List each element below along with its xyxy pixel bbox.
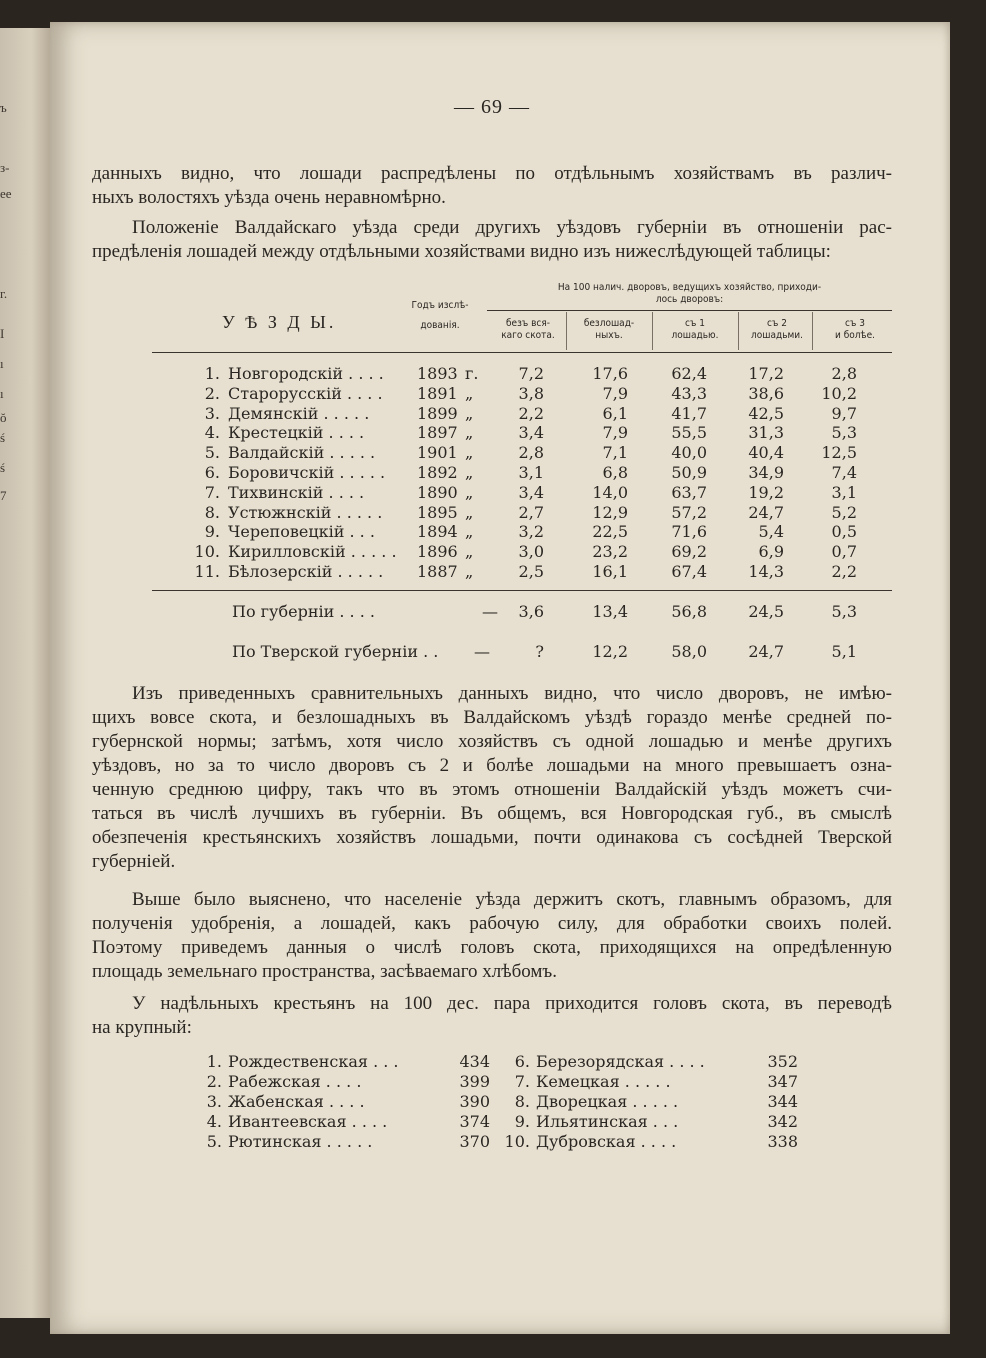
row-value: 17,6 [592,364,628,383]
list-item [508,1112,798,1132]
list-name: Дворецкая . . . . . [536,1092,679,1111]
group-underline [487,310,892,311]
list-number: 10. [504,1132,530,1151]
list-value: 338 [767,1132,798,1151]
subcol-header-line: съ 3 [845,318,865,329]
paragraph-line: данныхъ видно, что лошади распредѣлены по отдѣльнымъ хозяйствамъ въ различ- [92,163,892,184]
total-value: 12,2 [592,642,628,661]
list-item [508,1052,798,1072]
row-name: Бѣлозерскiй . . . . . [228,562,384,581]
row-year: 1890 [417,482,458,502]
paragraph-3 [92,682,892,874]
paragraph-line: ныхъ волостяхъ уѣзда очень неравномѣрно. [92,187,446,208]
total-value: 24,5 [748,602,784,621]
row-year-suffix: г. [465,364,479,383]
row-name: Демянскiй . . . . . [228,403,370,423]
table-row [152,443,892,463]
row-value: 23,2 [592,542,628,562]
list-value: 347 [767,1072,798,1091]
row-year-suffix: „ [465,482,474,502]
row-value: 2,2 [831,562,857,581]
paragraph-1 [92,162,892,210]
subcol-header-line: ныхъ. [595,330,623,341]
row-year: 1899 [417,403,458,423]
subcol-header-line: лошадьми. [750,330,803,341]
col-header-uezdy: У Ѣ З Д Ы. [222,312,337,332]
list-number: 2. [206,1072,222,1091]
subcol-header-line: безъ вся- [506,318,550,329]
list-right [504,1052,798,1152]
row-number: 9. [204,522,220,542]
row-value: 0,5 [831,522,857,542]
row-value: 2,8 [518,443,544,463]
list-value: 352 [767,1052,798,1071]
row-name: Череповецкiй . . . [228,522,375,542]
row-value: 57,2 [671,502,707,522]
row-value: 31,3 [748,423,784,443]
list-number: 9. [514,1112,530,1131]
paragraph-4 [92,888,892,984]
row-number: 11. [194,562,220,581]
subcol-header-line: лошадью. [671,330,719,341]
row-year-suffix: „ [465,522,474,542]
total-name: По Тверской губернiи . . [232,642,439,661]
row-year: 1895 [417,502,458,522]
row-value: 7,1 [602,443,628,463]
list-item [200,1092,490,1112]
paragraph-line: обезпеченiя крестьянскихъ хозяйствъ лошадьми, почти одинакова съ сосѣдней Тверской [92,827,892,848]
list-number: 6. [514,1052,530,1071]
table-row [152,542,892,562]
row-year: 1896 [417,542,458,562]
row-value: 9,7 [831,403,857,423]
row-value: 42,5 [748,403,784,423]
table-row [152,483,892,503]
paragraph-line: губернiей. [92,851,176,872]
subcol-header [492,318,564,342]
left-page-fragment: ś [0,460,6,475]
row-number: 8. [204,502,220,522]
paragraph-line: Поэтому приведемъ данныя о числѣ головъ скота, приходящихся на опредѣленную [92,937,892,958]
row-value: 3,0 [518,542,544,562]
total-year: — [482,602,498,621]
total-name: По губернiи . . . . [232,602,375,621]
row-value: 3,4 [518,482,544,502]
list-value: 344 [767,1092,798,1111]
paragraph-line: уѣздовъ, но за то число дворовъ съ 2 и болѣе лошадьми на много превышаетъ озна- [92,755,892,776]
row-name: Устюжнскiй . . . . . [228,502,383,522]
total-value: 5,1 [831,642,857,661]
row-value: 14,0 [592,482,628,502]
row-value: 6,1 [602,403,628,423]
group-header-line2: лось дворовъ: [655,294,724,305]
left-page-fragment: ś [0,430,6,445]
total-value: 58,0 [671,642,707,661]
table-row [152,522,892,542]
list-value: 342 [767,1112,798,1131]
row-value: 2,8 [831,364,857,383]
row-value: 62,4 [671,364,707,383]
row-value: 69,2 [671,542,707,562]
list-number: 8. [514,1092,530,1111]
row-value: 6,9 [758,542,784,562]
row-value: 3,8 [518,383,544,403]
subcol-header-line: съ 2 [767,318,787,329]
row-year: 1894 [417,522,458,542]
page-number: — 69 — [454,96,530,118]
list-number: 4. [206,1112,222,1131]
col-header-year-line1: Годъ изслѣ- [411,300,469,311]
row-year-suffix: „ [465,562,474,581]
list-name: Рютинская . . . . . [228,1132,373,1151]
row-value: 5,4 [758,522,784,542]
list-name: Ильятинская . . . [536,1112,679,1131]
total-value: 24,7 [748,642,784,661]
row-value: 7,9 [602,383,628,403]
row-value: 0,7 [831,542,857,562]
subcol-header [818,318,892,342]
list-item [200,1112,490,1132]
table-row [152,463,892,483]
row-value: 2,2 [518,403,544,423]
row-value: 17,2 [748,364,784,383]
list-name: Ивантеевская . . . . [228,1112,388,1131]
row-value: 63,7 [671,482,707,502]
row-year: 1897 [417,423,458,443]
paragraph-line: Положенiе Валдайскаго уѣзда среди другихъ уѣздовъ губернiи въ отношенiи рас- [132,217,892,238]
row-number: 3. [204,403,220,423]
row-number: 2. [204,383,220,403]
left-page-fragment: з- [0,160,10,175]
row-value: 50,9 [671,463,707,482]
row-name: Старорусскiй . . . . [228,383,383,403]
paragraph-line: Выше было выяснено, что населенiе уѣзда держитъ скотъ, главнымъ образомъ, для [132,889,892,910]
paragraph-line: щихъ вовсе скота, и безлошадныхъ въ Валдайскомъ уѣздѣ гораздо менѣе средней по- [92,707,892,728]
list-item [200,1072,490,1092]
col-header-year-line2: дованiя. [420,320,460,331]
total-value: 13,4 [592,602,628,621]
row-year: 1887 [417,562,458,581]
row-number: 1. [204,364,220,383]
paragraph-5 [92,992,892,1040]
row-value: 7,9 [602,423,628,443]
row-year: 1901 [417,443,458,463]
row-name: Тихвинскiй . . . . [228,482,365,502]
row-value: 40,0 [671,443,707,463]
row-value: 3,4 [518,423,544,443]
col-separator [652,312,653,350]
paragraph-line: губернской нормы; затѣмъ, хотя число хозяйствъ съ одной лошадью и менѣе другихъ [92,731,892,752]
row-value: 2,7 [518,502,544,522]
header-rule [152,352,892,353]
row-value: 71,6 [671,522,707,542]
group-header [487,282,892,306]
left-page-fragment: I [0,326,5,341]
list-value: 399 [459,1072,490,1091]
subcol-header-line: каго скота. [501,330,555,341]
row-value: 10,2 [821,383,857,403]
paragraph-2 [92,216,892,264]
row-value: 43,3 [671,383,707,403]
row-value: 24,7 [748,502,784,522]
list-left [200,1052,490,1152]
table-row [152,562,892,582]
list-name: Рабежская . . . . [228,1072,362,1091]
row-value: 5,2 [831,502,857,522]
col-separator [566,312,567,350]
subcol-header [570,318,648,342]
left-page-fragment: ъ [0,100,7,115]
col-separator [812,312,813,350]
list-item [200,1132,490,1152]
list-value: 374 [459,1112,490,1131]
row-name: Кирилловскiй . . . . . [228,542,397,562]
left-page-fragment: г. [0,286,8,301]
list-number: 3. [206,1092,222,1111]
list-name: Рождественская . . . [228,1052,399,1071]
paragraph-line: Изъ приведенныхъ сравнительныхъ данныхъ видно, что число дворовъ, не имѣю- [132,683,892,704]
list-item [508,1072,798,1092]
left-page-fragment: ее [0,186,12,201]
total-value: 5,3 [831,602,857,621]
paragraph-line: У надѣльныхъ крестьянъ на 100 дес. пара приходится головъ скота, въ переводѣ [132,993,892,1014]
row-year: 1892 [417,463,458,482]
total-rule [152,590,892,591]
table-row [152,423,892,443]
row-value: 2,5 [518,562,544,581]
row-year-suffix: „ [465,403,474,423]
table-row [152,384,892,404]
paragraph-line: площадь земельнаго пространства, засѣваемаго хлѣбомъ. [92,961,557,982]
row-value: 40,4 [748,443,784,463]
table-row [152,404,892,424]
row-value: 19,2 [748,482,784,502]
row-number: 4. [204,423,220,443]
row-value: 41,7 [671,403,707,423]
row-year-suffix: „ [465,542,474,562]
row-name: Новгородскiй . . . . [228,364,384,383]
total-value: 3,6 [518,602,544,621]
subcol-header [656,318,734,342]
row-value: 3,2 [518,522,544,542]
subcol-header-line: безлошад- [583,318,635,329]
subcol-header-line: съ 1 [685,318,705,329]
list-name: Жабенская . . . . [228,1092,365,1111]
row-value: 7,4 [831,463,857,482]
total-value: ? [535,642,544,661]
row-name: Крестецкiй . . . . [228,423,365,443]
row-value: 14,3 [748,562,784,581]
row-name: Боровичскiй . . . . . [228,463,386,482]
row-value: 55,5 [671,423,707,443]
row-number: 6. [204,463,220,482]
row-year-suffix: „ [465,502,474,522]
row-value: 67,4 [671,562,707,581]
subcol-header [742,318,812,342]
list-item [504,1132,798,1152]
row-name: Валдайскiй . . . . . [228,443,376,463]
row-number: 7. [204,482,220,502]
book-page [50,22,950,1334]
list-item [508,1092,798,1112]
list-value: 390 [459,1092,490,1111]
row-number: 5. [204,443,220,463]
list-item [200,1052,490,1072]
paragraph-line: таться въ числѣ лучшихъ въ губернiи. Въ общемъ, вся Новгородская губ., въ смыслѣ [92,803,892,824]
paragraph-line: на крупный: [92,1017,192,1038]
left-page-fragment: ı [0,356,4,371]
row-year: 1893 [417,364,458,383]
paragraph-line: полученiя удобренiя, а лошадей, какъ рабочую силу, для обработки своихъ полей. [92,913,892,934]
table-total-row [152,642,892,662]
row-value: 16,1 [592,562,628,581]
row-value: 7,2 [518,364,544,383]
row-value: 12,5 [821,443,857,463]
row-year-suffix: „ [465,383,474,403]
list-name: Березорядская . . . . [536,1052,705,1071]
list-name: Дубровская . . . . [536,1132,677,1151]
list-number: 5. [206,1132,222,1151]
left-page-edge [0,28,52,1318]
list-name: Кемецкая . . . . . [536,1072,671,1091]
left-page-fragment: ı [0,386,4,401]
row-value: 6,8 [602,463,628,482]
left-page-fragment: 7 [0,488,7,503]
row-value: 34,9 [748,463,784,482]
total-year: — [474,642,490,661]
paragraph-line: ченную среднюю цифру, такъ что въ этомъ отношенiи Валдайскiй уѣздъ можетъ счи- [92,779,892,800]
paragraph-line: предѣленiя лошадей между отдѣльными хозяйствами видно изъ нижеслѣдующей таблицы: [92,241,831,262]
table-row [152,503,892,523]
group-header-line1: На 100 налич. дворовъ, ведущихъ хозяйство, приходи- [557,282,822,293]
col-separator [738,312,739,350]
table-total-row [152,602,892,622]
left-page-fragment: ŏ [0,410,7,425]
row-year-suffix: „ [465,443,474,463]
row-value: 12,9 [592,502,628,522]
list-value: 434 [459,1052,490,1071]
row-value: 5,3 [831,423,857,443]
row-year: 1891 [417,383,458,403]
row-value: 3,1 [831,482,857,502]
subcol-header-line: и болѣе. [835,330,875,341]
list-number: 1. [206,1052,222,1071]
row-value: 22,5 [592,522,628,542]
row-number: 10. [194,542,220,562]
row-value: 3,1 [518,463,544,482]
row-value: 38,6 [748,383,784,403]
list-value: 370 [459,1132,490,1151]
list-number: 7. [514,1072,530,1091]
table-row [152,364,892,384]
row-year-suffix: „ [465,463,474,482]
total-value: 56,8 [671,602,707,621]
col-header-year [405,300,475,332]
row-year-suffix: „ [465,423,474,443]
